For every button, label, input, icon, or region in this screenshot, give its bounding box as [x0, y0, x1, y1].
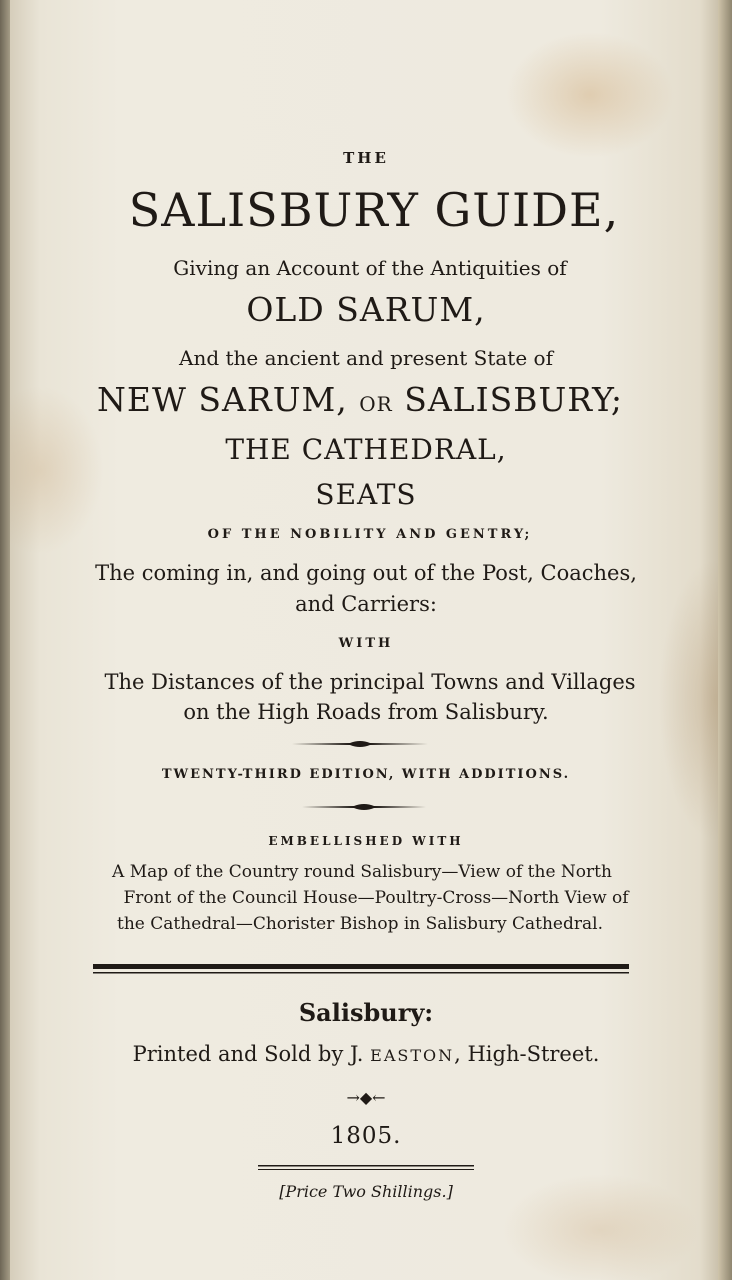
illustrations-line-3: the Cathedral—Chorister Bishop in Salisbury Cathedral. — [117, 914, 603, 934]
printer-b: , High-Street. — [454, 1042, 600, 1066]
cathedral-heading: THE CATHEDRAL, — [225, 433, 507, 466]
new-sarum-heading — [0, 380, 726, 419]
with-line: WITH — [338, 636, 394, 651]
the-heading: THE — [343, 149, 389, 167]
imprint-place: Salisbury: — [298, 998, 434, 1027]
coming-line-1: The coming in, and going out of the Post, Coaches, — [95, 561, 637, 585]
new-sarum-or: OR — [359, 392, 393, 416]
seats-heading: SEATS — [315, 478, 417, 511]
distances-line-1: The Distances of the principal Towns and Villages — [104, 670, 636, 694]
subtitle-and-the: And the ancient and present State of — [179, 346, 553, 370]
swell-rule-2 — [300, 800, 428, 814]
coming-line-2: and Carriers: — [295, 592, 437, 616]
double-rule — [93, 962, 629, 976]
swell-rule-1 — [290, 737, 430, 751]
distances-line-2: on the High Roads from Salisbury. — [183, 700, 549, 724]
imprint-year: 1805. — [330, 1123, 402, 1149]
arrow-ornament-icon: →◆← — [346, 1088, 386, 1107]
printer-a: Printed and Sold by J. — [132, 1042, 371, 1066]
illustrations-line-1: A Map of the Country round Salisbury—View of the North — [112, 862, 612, 882]
nobility-line: OF THE NOBILITY AND GENTRY; — [207, 527, 533, 542]
imprint-printer — [0, 1042, 732, 1066]
printer-easton: EASTON — [370, 1046, 455, 1065]
illustrations-line-2: Front of the Council House—Poultry-Cross—North View of — [123, 888, 629, 908]
price-line: [Price Two Shillings.] — [279, 1182, 453, 1201]
thin-rule — [258, 1162, 474, 1174]
new-sarum-a: NEW SARUM, — [97, 380, 360, 419]
old-sarum-heading: OLD SARUM, — [246, 290, 486, 329]
book-title: SALISBURY GUIDE, — [128, 183, 620, 237]
embellished-line: EMBELLISHED WITH — [268, 834, 464, 848]
new-sarum-b: SALISBURY; — [392, 380, 623, 419]
subtitle-giving: Giving an Account of the Antiquities of — [173, 256, 567, 280]
edition-line: TWENTY-THIRD EDITION, WITH ADDITIONS. — [161, 767, 571, 782]
